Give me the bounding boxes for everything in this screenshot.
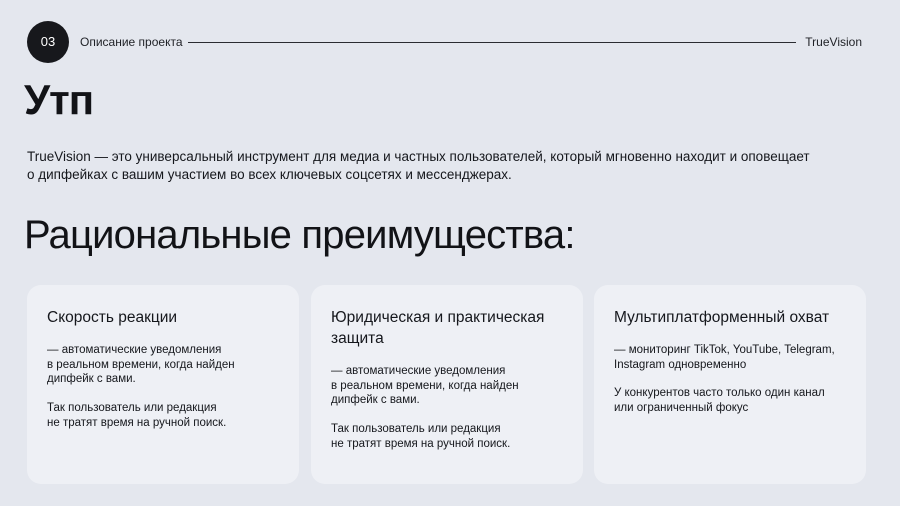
section-label: Описание проекта xyxy=(80,35,183,49)
benefit-card-multiplatform xyxy=(594,285,866,484)
card-text-line: или ограниченный фокус xyxy=(614,402,749,415)
benefit-card-protection xyxy=(311,285,583,484)
card-title-line: Скорость реакции xyxy=(47,309,178,326)
card-text-line: не тратят время на ручной поиск. xyxy=(331,437,511,450)
card-text-line: Так пользователь или редакция xyxy=(331,423,501,436)
benefit-card-speed xyxy=(27,285,299,484)
card-text-line: У конкурентов часто только один канал xyxy=(614,387,825,400)
card-text-line: в реальном времени, когда найден xyxy=(47,358,235,371)
section-number-badge: 03 xyxy=(27,21,69,63)
card-text-line: Так пользователь или редакция xyxy=(47,402,217,415)
card-text-line: не тратят время на ручной поиск. xyxy=(47,416,227,429)
intro-line-2: о дипфейках с вашим участием во всех ключевых соцсетях и мессенджерах. xyxy=(27,167,512,182)
benefits-heading: Рациональные преимущества: xyxy=(24,213,575,257)
card-title xyxy=(47,307,279,328)
card-text-line: — мониторинг TikTok, YouTube, Telegram, xyxy=(614,344,835,356)
intro-line-1: TrueVision — это универсальный инструмент для медиа и частных пользователей, который мгновенно находит и оповещает xyxy=(27,149,810,164)
intro-text xyxy=(27,148,847,184)
header-divider xyxy=(188,42,796,43)
card-title xyxy=(331,307,563,349)
brand-name: TrueVision xyxy=(805,35,862,49)
card-title-line: Мультиплатформенный охват xyxy=(614,309,830,326)
card-text-line: дипфейк с вами. xyxy=(47,373,136,386)
slide-header xyxy=(27,21,862,63)
card-title-line: защита xyxy=(331,330,384,347)
card-text-line: в реальном времени, когда найден xyxy=(331,379,519,392)
card-title-line: Юридическая и практическая xyxy=(331,309,545,326)
card-text-line: — автоматические уведомления xyxy=(47,344,222,356)
card-text-line: — автоматические уведомления xyxy=(331,365,506,377)
card-text-line: дипфейк с вами. xyxy=(331,394,420,407)
card-title xyxy=(614,307,846,328)
card-text-line: Instagram одновременно xyxy=(614,358,747,371)
page-title: Утп xyxy=(24,76,94,123)
